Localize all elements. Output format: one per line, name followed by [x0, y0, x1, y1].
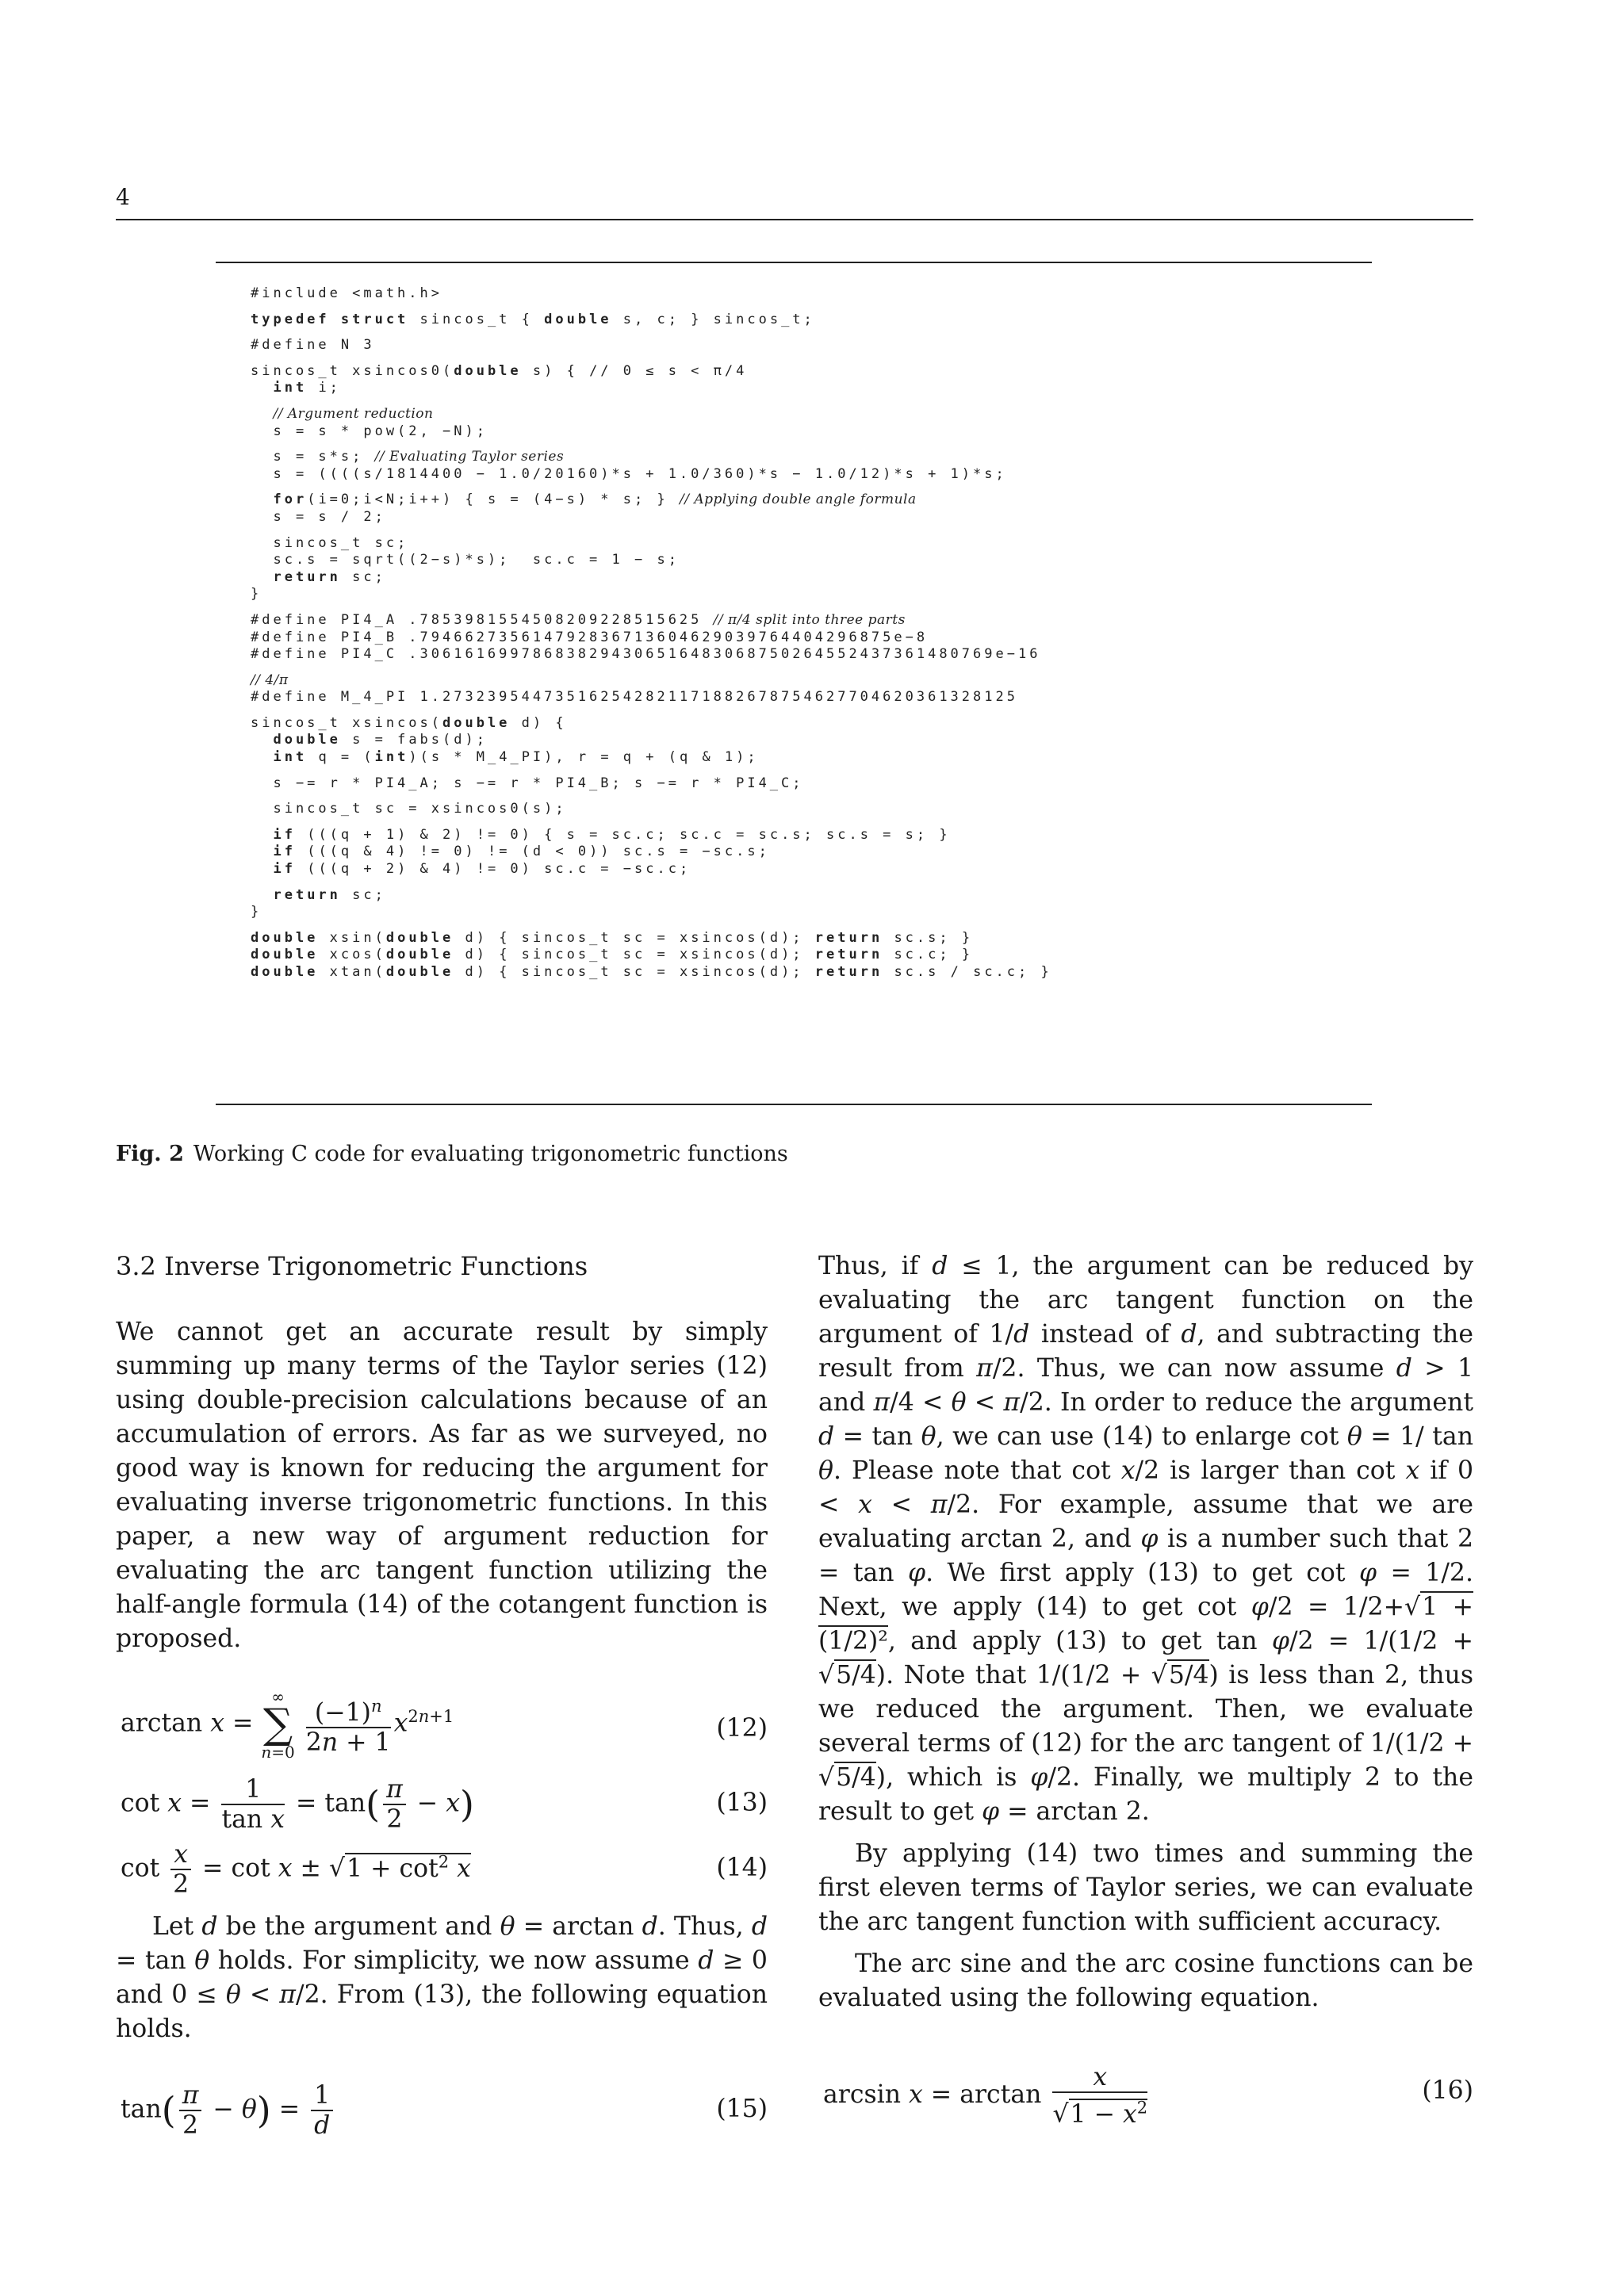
- code-line: #define PI4_C .306161699786838294306516483068750264552437361480769e−16: [251, 646, 1041, 663]
- code-line: s −= r * PI4_A; s −= r * PI4_B; s −= r * PI4_C;: [251, 775, 804, 791]
- code-line: return sc;: [273, 568, 386, 585]
- paragraph-two-times: By applying (14) two times and summing the first eleven terms of Taylor series, we can evaluate the arc tangent function with sufficient accuracy.: [818, 1839, 1473, 1936]
- code-line: double s = fabs(d);: [273, 732, 488, 748]
- code-line: [251, 526, 1361, 535]
- equation-14: cot $\frac{x}{2}$ = $\cot x \pm √1 + \cot^2 x$ (14): [121, 1840, 768, 1899]
- code-line: for(i=0;i<N;i++) { s = (4−s) * s; } // Applying double angle formula: [273, 492, 917, 508]
- code-line: [251, 664, 1361, 672]
- right-column: [818, 1249, 1473, 2134]
- code-line: [251, 767, 1361, 775]
- code-line: s = s*s; // Evaluating Taylor series: [251, 449, 565, 465]
- equation-13: cot x = $\frac{1}{\text{tan x}}$ = tan( $\frac{\pi}{2}$ − x) (13): [121, 1775, 768, 1834]
- page-number: 4: [116, 184, 130, 210]
- code-line: #define PI4_B .794662735614792836713604629039764404296875e−8: [251, 629, 929, 645]
- code-line: [251, 354, 1361, 363]
- code-line: typedef struct sincos_t { double s, c; } sincos_t;: [251, 311, 815, 327]
- paragraph-arcsine: The arc sine and the arc cosine functions can be evaluated using the following equation.: [818, 1950, 1473, 2012]
- code-line: int i;: [273, 380, 341, 396]
- code-line: #define N 3: [251, 337, 375, 354]
- code-line: double xcos(double d) { sincos_t sc = xsincos(d); return sc.c; }: [251, 947, 974, 963]
- code-line: sincos_t sc;: [251, 534, 409, 551]
- paragraph-let-d: Let d be the argument and θ = arctan d. Thus, d = tan θ holds. For simplicity, we now assume d ≥ 0 and 0 ≤ θ < π/2. From (13), the following equation holds.: [116, 1912, 768, 2043]
- figure-bottom-rule: [216, 1104, 1372, 1105]
- code-line: [251, 328, 1361, 337]
- code-line: int q = (int)(s * M_4_PI), r = q + (q & 1);: [273, 749, 759, 766]
- code-line: }: [251, 904, 262, 920]
- equation-16: arcsin x = arctan $\frac{x}{√1 - x^2}$ (16): [823, 2063, 1473, 2129]
- code-listing: [251, 285, 1361, 982]
- code-line: s = s * pow(2, −N);: [251, 423, 488, 439]
- paragraph-argument-reduction: Thus, if d ≤ 1, the argument can be reduced by evaluating the arc tangent function on the argument of 1/d instead of d, and subtracting the result from π/2. Thus, we can now assume d > 1 and π/4 < θ < π/2. In order to reduce the argument d = tan θ, we can use (14) to enlarge cot θ = 1/ tan θ. Please note that cot x/2 is larger than cot x if 0 < x < π/2. For example, assume that we are evaluating arctan 2, and φ is a number such that 2 = tan φ. We first apply (13) to get cot φ = 1/2. Next, we apply (14) to get cot φ/2 = 1/2+√1 + (1/2)², and apply (13) to get tan φ/2 = 1/(1/2 + √5/4). Note that 1/(1/2 + √5/4) is less than 2, thus we reduced the argument. Then, we evaluate several terms of (12) for the arc tangent of 1/(1/2 + √5/4), which is φ/2. Finally, we multiply 2 to the result to get φ = arctan 2.: [818, 1252, 1474, 1826]
- header-rule: [116, 219, 1473, 220]
- code-line: [251, 706, 1361, 715]
- figure-caption: [116, 1142, 788, 1166]
- code-line: sincos_t sc = xsincos0(s);: [251, 801, 567, 817]
- code-line: }: [251, 586, 262, 603]
- equation-12: arctan x = ∞ ∑ n=0 $\frac{(-1)^n}{2n + 1}$ $x^{2n+1}$ (12): [121, 1687, 768, 1762]
- code-line: sc.s = sqrt((2−s)*s); sc.c = 1 − s;: [251, 552, 680, 568]
- code-line: [251, 483, 1361, 492]
- left-column: [116, 1249, 768, 2152]
- code-line: sincos_t xsincos(double d) {: [251, 714, 567, 731]
- code-line: if (((q + 2) & 4) != 0) sc.c = −sc.c;: [273, 861, 691, 878]
- figure-label: Fig. 2: [116, 1142, 184, 1166]
- code-line: [251, 921, 1361, 930]
- code-line: s = s / 2;: [251, 508, 386, 525]
- code-line: #define PI4_A .7853981554508209228515625 // π/4 split into three parts: [251, 611, 906, 628]
- code-line: if (((q & 4) != 0) != (d < 0)) sc.s = −sc.s;: [273, 844, 770, 860]
- code-line: [251, 878, 1361, 887]
- figure-caption-text: Working C code for evaluating trigonometric functions: [193, 1142, 788, 1166]
- code-line: #define M_4_PI 1.273239544735162542821171882678754627704620361328125: [251, 689, 1018, 706]
- equation-15: tan( $\frac{\pi}{2}$ − θ) = $\frac{1}{d}$ (15): [121, 2081, 768, 2140]
- code-line: if (((q + 1) & 2) != 0) { s = sc.c; sc.c = sc.s; sc.s = s; }: [273, 826, 951, 843]
- code-line: [251, 440, 1361, 449]
- code-line: #include <math.h>: [251, 285, 442, 301]
- code-line: [251, 303, 1361, 312]
- eq15-number: (15): [716, 2095, 768, 2123]
- code-line: // 4/π: [251, 672, 289, 688]
- eq14-number: (14): [716, 1854, 768, 1882]
- code-line: double xtan(double d) { sincos_t sc = xsincos(d); return sc.s / sc.c; }: [251, 964, 1052, 980]
- eq12-number: (12): [716, 1714, 768, 1743]
- code-line: [251, 792, 1361, 801]
- code-line: s = ((((s/1814400 − 1.0/20160)*s + 1.0/360)*s − 1.0/12)*s + 1)*s;: [251, 465, 1007, 482]
- code-line: // Argument reduction: [273, 405, 434, 422]
- section-heading: 3.2 Inverse Trigonometric Functions: [116, 1251, 588, 1281]
- code-line: [251, 818, 1361, 827]
- figure-top-rule: [216, 262, 1372, 263]
- code-line: return sc;: [273, 886, 386, 903]
- paragraph-intro: We cannot get an accurate result by simply summing up many terms of the Taylor series (12) using double-precision calculations because of an accumulation of errors. As far as we surveyed, no good way is known for reducing the argument for evaluating inverse trigonometric functions. In this paper, a new way of argument reduction for evaluating the arc tangent function utilizing the half-angle formula (14) of the cotangent function is proposed.: [116, 1318, 768, 1653]
- eq13-number: (13): [716, 1789, 768, 1817]
- code-line: sincos_t xsincos0(double s) { // 0 ≤ s < π/4: [251, 362, 748, 379]
- eq16-number: (16): [1422, 2076, 1473, 2105]
- code-line: [251, 603, 1361, 612]
- code-line: [251, 397, 1361, 406]
- code-line: double xsin(double d) { sincos_t sc = xsincos(d); return sc.s; }: [251, 929, 974, 946]
